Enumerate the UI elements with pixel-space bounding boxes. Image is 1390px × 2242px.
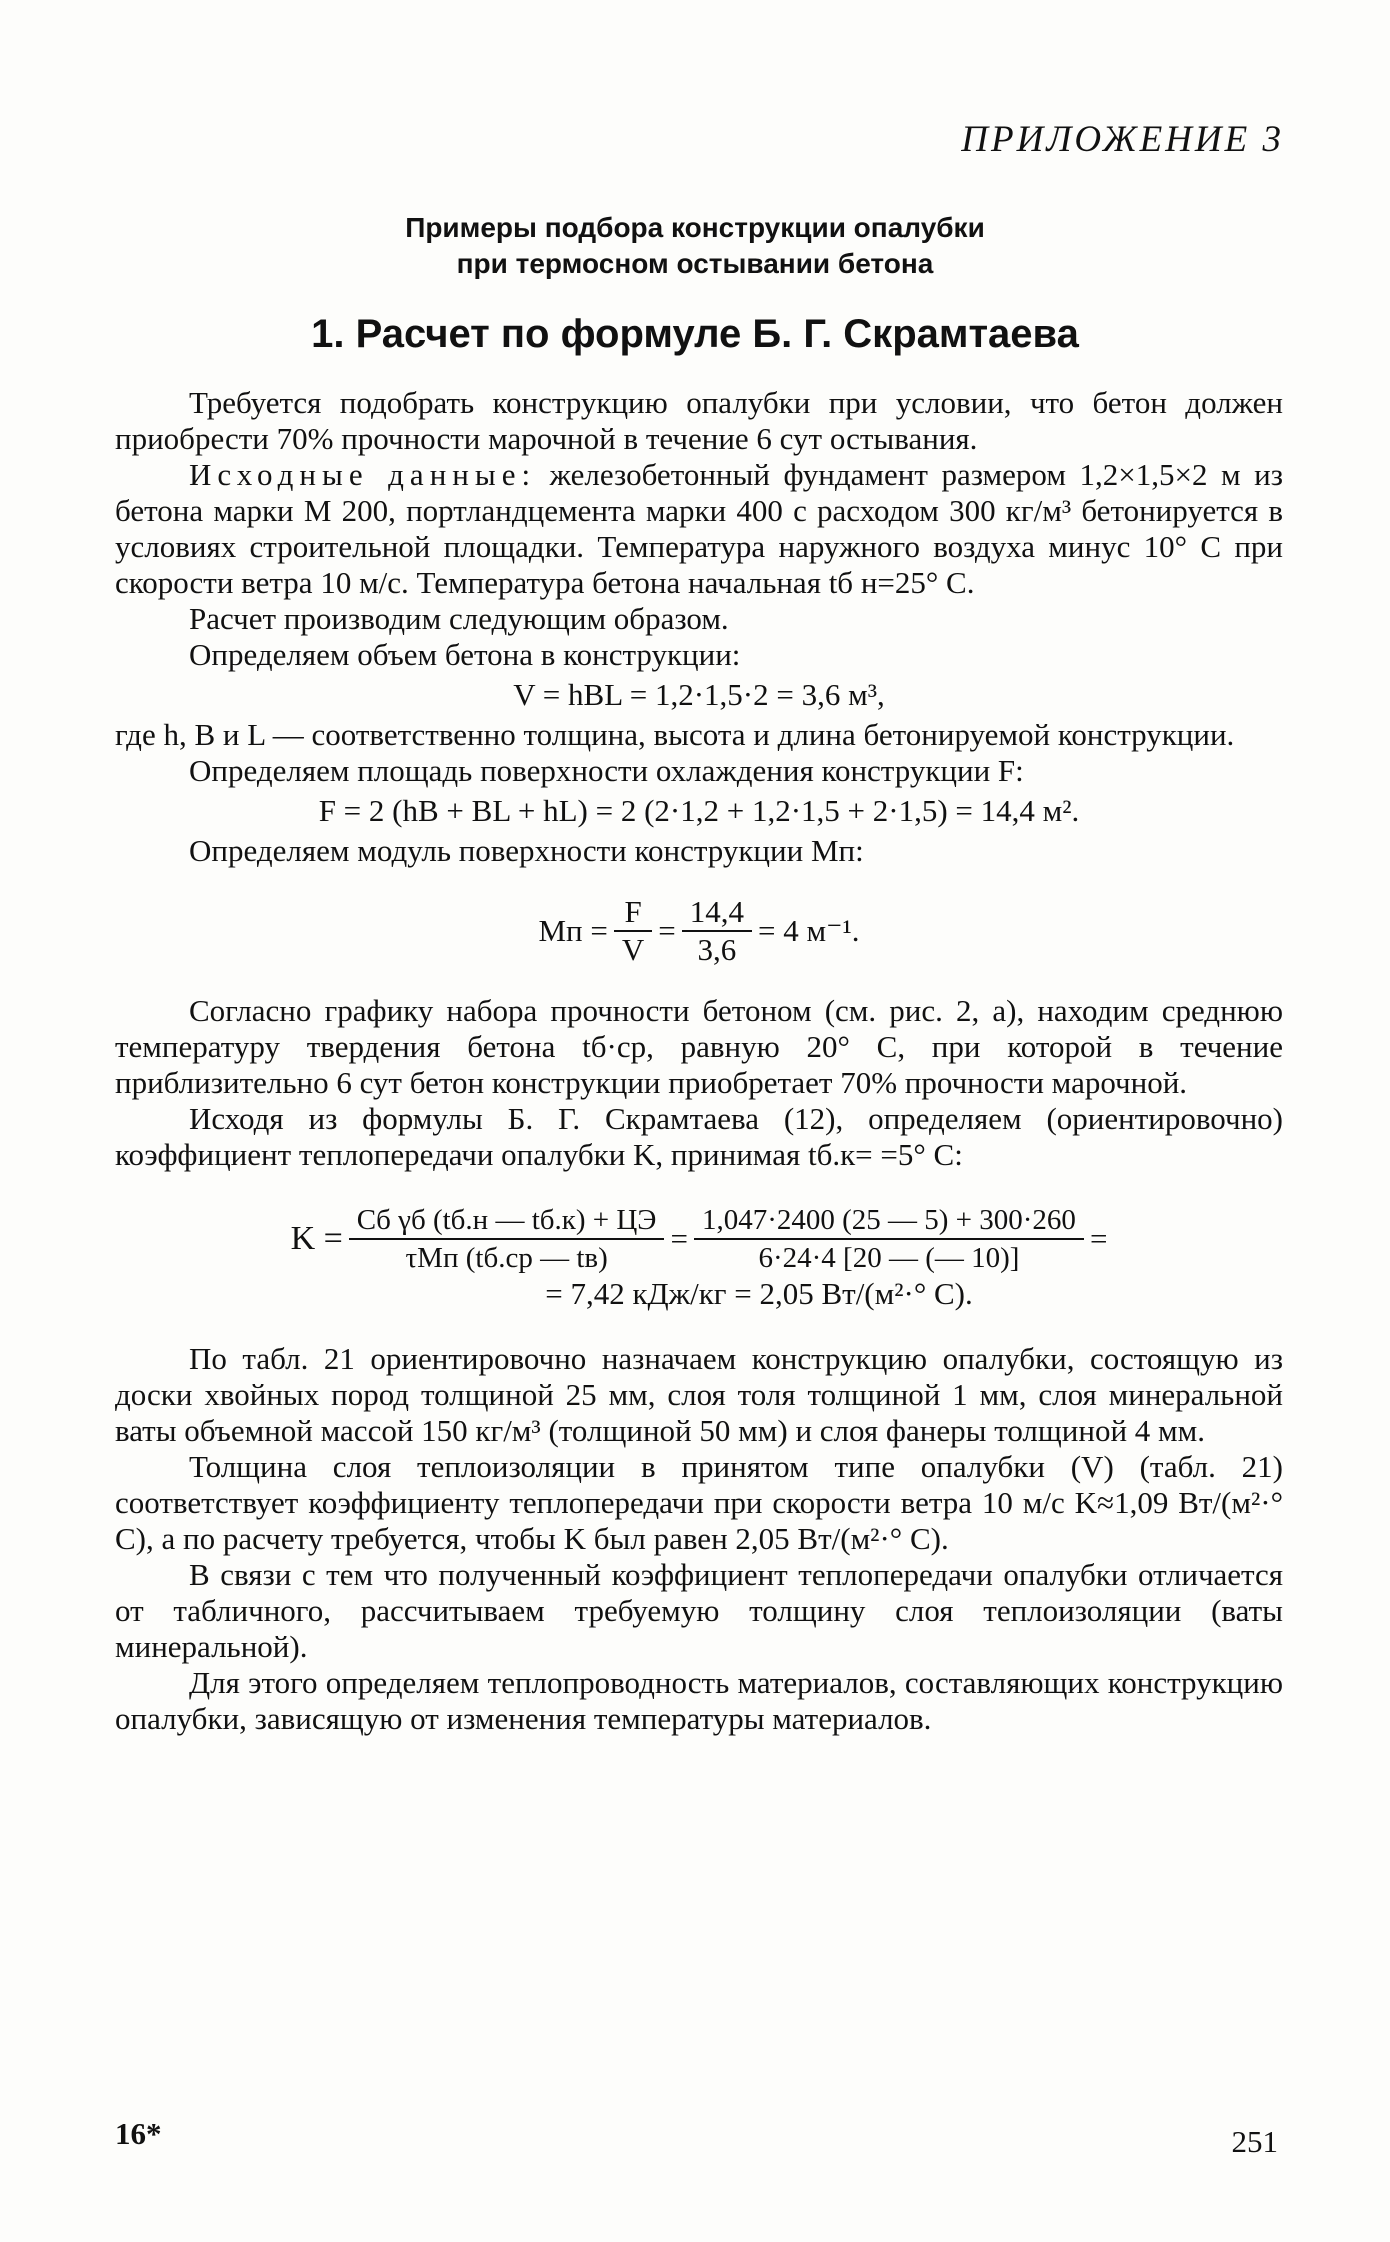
fraction: [614, 894, 652, 968]
formula-lhs: Mп =: [538, 913, 608, 948]
paragraph: Для этого определяем теплопроводность материалов, составляющих конструкцию опалубки, зависящую от изменения температуры материалов.: [115, 1665, 1283, 1736]
formula-area: F = 2 (hB + BL + hL) = 2 (2·1,2 + 1,2·1,5 + 2·1,5) = 14,4 м².: [318, 793, 1080, 828]
formula-modulus: [115, 873, 1283, 989]
numerator: 14,4: [682, 894, 752, 932]
paragraph: В связи с тем что полученный коэффициент теплопередачи опалубки отличается от табличного, рассчитываем требуемую толщину слоя теплоизоляции (ваты минеральной).: [115, 1557, 1283, 1664]
paragraph: где h, B и L — соответственно толщина, высота и длина бетонируемой конструкции.: [115, 717, 1235, 752]
paragraph-text: железобетонный фундамент размером 1,2×1,5×2 м из бетона марки М 200, портландцемента марки 400 с расходом 300 кг/м³ бетонируется в условиях строительной площадки. Температура наружного воздуха минус 10° С при скорости ветра 10 м/с. Температура бетона начальная tб н=25° С.: [115, 457, 1283, 600]
formula-result: = 7,42 кДж/кг = 2,05 Вт/(м²·° С).: [545, 1276, 973, 1311]
paragraph: Исходя из формулы Б. Г. Скрамтаева (12), определяем (ориентировочно) коэффициент теплопередачи опалубки K, принимая tб.к= =5° С:: [115, 1101, 1283, 1172]
formula-row: [291, 1202, 1108, 1276]
equals-sign: =: [658, 913, 676, 948]
fraction: [349, 1202, 665, 1276]
numerator: F: [614, 894, 652, 932]
heading-line-2: при термосном остывании бетона: [456, 248, 934, 279]
formula-volume: V = hBL = 1,2·1,5·2 = 3,6 м³,: [513, 677, 885, 712]
equals-sign: =: [1089, 1221, 1108, 1256]
formula-lhs: K =: [290, 1220, 343, 1257]
paragraph: [115, 457, 1283, 601]
paragraph: По табл. 21 ориентировочно назначаем конструкцию опалубки, состоящую из доски хвойных пород толщиной 25 мм, слоя толя толщиной 1 мм, слоя минеральной ваты объемной массой 150 кг/м³ (толщиной 50 мм) и слоя фанеры толщиной 4 мм.: [115, 1341, 1283, 1448]
fraction: [682, 894, 752, 968]
formula-coefficient: [115, 1177, 1283, 1337]
denominator: V: [621, 932, 645, 967]
heading-line-1: Примеры подбора конструкции опалубки: [405, 212, 985, 243]
appendix-heading: [0, 210, 1390, 282]
paragraph: Определяем площадь поверхности охлаждения конструкции F:: [189, 753, 1024, 788]
appendix-label: ПРИЛОЖЕНИЕ 3: [961, 119, 1284, 160]
denominator: τMп (tб.ср — tв): [405, 1242, 608, 1274]
paragraph: Толщина слоя теплоизоляции в принятом типе опалубки (V) (табл. 21) соответствует коэффициенту теплопередачи при скорости ветра 10 м/с K≈1,09 Вт/(м²·° С), а по расчету требуется, чтобы K был равен 2,05 Вт/(м²·° С).: [115, 1449, 1283, 1556]
lead-in: Исходные данные:: [189, 457, 537, 492]
page-number: 251: [1231, 2124, 1278, 2159]
numerator: Cб γб (tб.н — tб.к) + ЦЭ: [349, 1202, 665, 1240]
paragraph: Согласно графику набора прочности бетоном (см. рис. 2, а), находим среднюю температуру твердения бетона tб·ср, равную 20° С, при которой в течение приблизительно 6 сут бетон конструкции приобретает 70% прочности марочной.: [115, 993, 1283, 1100]
equals-sign: =: [670, 1221, 688, 1256]
fraction: [694, 1202, 1084, 1276]
signature-mark: 16*: [115, 2116, 162, 2151]
paragraph: Определяем объем бетона в конструкции:: [189, 637, 741, 672]
denominator: 6·24·4 [20 — (— 10)]: [758, 1242, 1020, 1274]
formula-rhs: = 4 м⁻¹.: [758, 913, 860, 948]
section-title: 1. Расчет по формуле Б. Г. Скрамтаева: [311, 312, 1079, 356]
numerator: 1,047·2400 (25 — 5) + 300·260: [694, 1202, 1084, 1240]
body-text: [115, 385, 1283, 1737]
paragraph: Расчет производим следующим образом.: [189, 601, 729, 636]
denominator: 3,6: [697, 932, 737, 967]
paragraph: Определяем модуль поверхности конструкции Mп:: [189, 833, 864, 868]
paragraph: Требуется подобрать конструкцию опалубки при условии, что бетон должен приобрести 70% прочности марочной в течение 6 сут остывания.: [115, 385, 1283, 456]
